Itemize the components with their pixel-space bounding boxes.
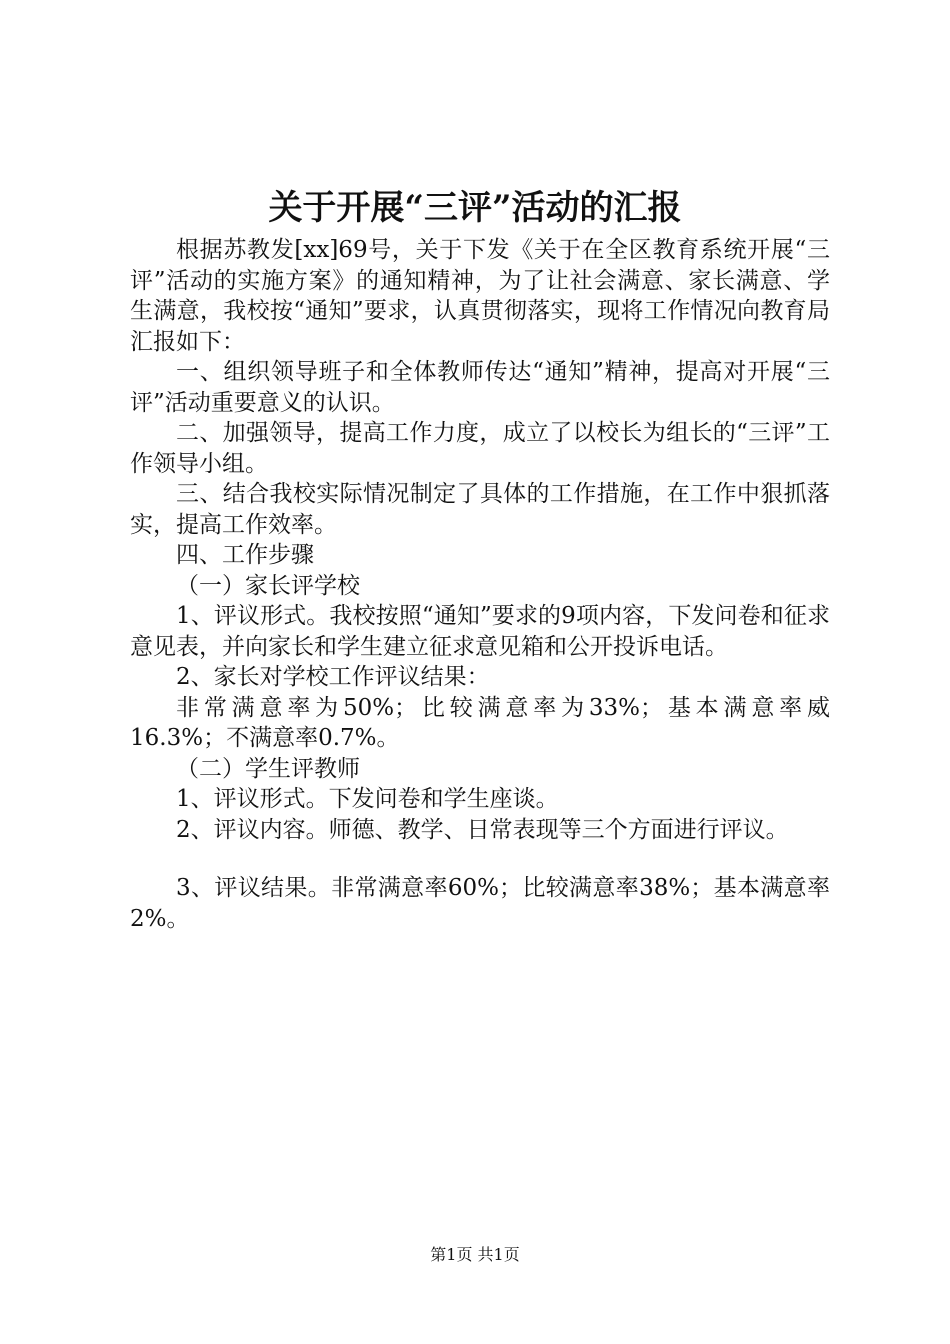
paragraph-section-4-heading: 四、工作步骤 <box>176 542 314 568</box>
paragraph-parent-review-form: 1、评议形式。我校按照“通知”要求的9项内容，下发问卷和征求意见表，并向家长和学生建立征求意见箱和公开投诉电话。 <box>130 603 830 660</box>
paragraph-student-review-content: 2、评议内容。师德、教学、日常表现等三个方面进行评议。 <box>176 816 789 843</box>
document-title: 关于开展“三评”活动的汇报 <box>268 188 682 228</box>
paragraph-section-1: 一、组织领导班子和全体教师传达“通知”精神，提高对开展“三评”活动重要意义的认识。 <box>130 359 830 416</box>
paragraph-section-2: 二、加强领导，提高工作力度，成立了以校长为组长的“三评”工作领导小组。 <box>130 420 830 477</box>
page-footer: 第1页 共1页 <box>430 1245 520 1264</box>
paragraph-subsection-1-heading: （一）家长评学校 <box>176 572 360 599</box>
document-body <box>130 235 830 934</box>
paragraph-parent-review-result: 非常满意率为50%；比较满意率为33%；基本满意率威16.3%；不满意率0.7%。 <box>130 694 830 751</box>
paragraph-intro: 根据苏教发[xx]69号，关于下发《关于在全区教育系统开展“三评”活动的实施方案》的通知精神，为了让社会满意、家长满意、学生满意，我校按“通知”要求，认真贯彻落实，现将工作情况向教育局汇报如下： <box>130 237 830 355</box>
paragraph-student-review-form: 1、评议形式。下发问卷和学生座谈。 <box>176 786 559 812</box>
paragraph-subsection-2-heading: （二）学生评教师 <box>176 755 360 782</box>
paragraph-section-3: 三、结合我校实际情况制定了具体的工作措施，在工作中狠抓落实，提高工作效率。 <box>130 481 830 538</box>
paragraph-parent-review-result-heading: 2、家长对学校工作评议结果： <box>176 664 490 690</box>
paragraph-student-review-result: 3、评议结果。非常满意率60%；比较满意率38%；基本满意率2%。 <box>130 875 830 932</box>
